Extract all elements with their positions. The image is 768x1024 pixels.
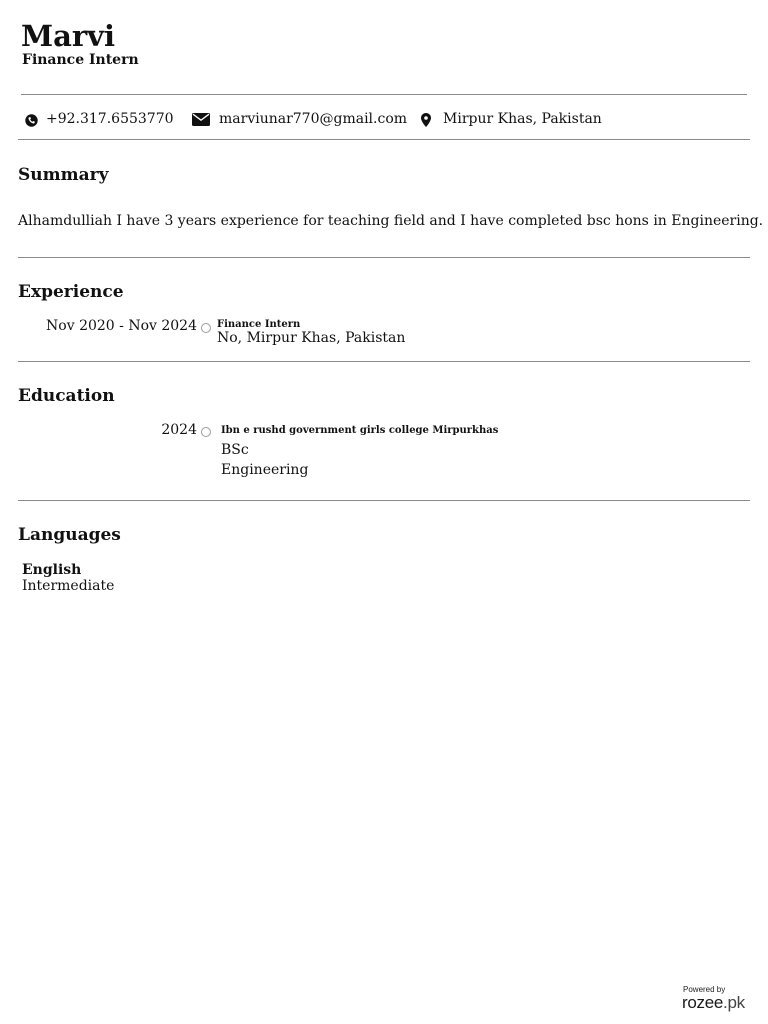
- envelope-icon: [191, 112, 210, 126]
- phone-icon: [24, 113, 38, 127]
- rozee-brand-main: rozee: [682, 993, 724, 1012]
- email-address: marviunar770@gmail.com: [219, 111, 408, 127]
- languages-heading: Languages: [18, 525, 121, 545]
- job-title: Finance Intern: [22, 52, 139, 68]
- experience-dates: Nov 2020 - Nov 2024: [46, 318, 197, 334]
- education-heading: Education: [18, 386, 115, 406]
- education-divider: [18, 500, 750, 501]
- candidate-name: Marvi: [21, 19, 116, 53]
- timeline-circle-icon: [201, 427, 211, 437]
- language-name: English: [22, 562, 82, 578]
- experience-role: Finance Intern: [217, 319, 301, 330]
- summary-heading: Summary: [18, 165, 109, 185]
- powered-by-label: Powered by: [683, 985, 726, 994]
- timeline-circle-icon: [201, 323, 211, 333]
- phone-number: +92.317.6553770: [46, 111, 174, 127]
- location-text: Mirpur Khas, Pakistan: [443, 111, 602, 127]
- education-year: 2024: [161, 422, 197, 438]
- education-institution: Ibn e rushd government girls college Mirpurkhas: [221, 425, 499, 436]
- experience-company-location: No, Mirpur Khas, Pakistan: [217, 330, 406, 346]
- header-divider: [21, 94, 747, 95]
- summary-divider: [18, 257, 750, 258]
- experience-heading: Experience: [18, 282, 124, 302]
- experience-divider: [18, 361, 750, 362]
- rozee-logo[interactable]: [682, 993, 745, 1013]
- location-pin-icon: [420, 112, 432, 127]
- language-level: Intermediate: [22, 578, 115, 594]
- rozee-brand-suffix: pk: [727, 993, 745, 1012]
- education-field: Engineering: [221, 462, 309, 478]
- education-degree: BSc: [221, 442, 249, 458]
- contact-divider: [18, 139, 750, 140]
- rozee-brand-dot: .: [723, 993, 728, 1012]
- summary-text: Alhamdulliah I have 3 years experience for teaching field and I have completed bsc hons in Engineering.: [18, 213, 764, 229]
